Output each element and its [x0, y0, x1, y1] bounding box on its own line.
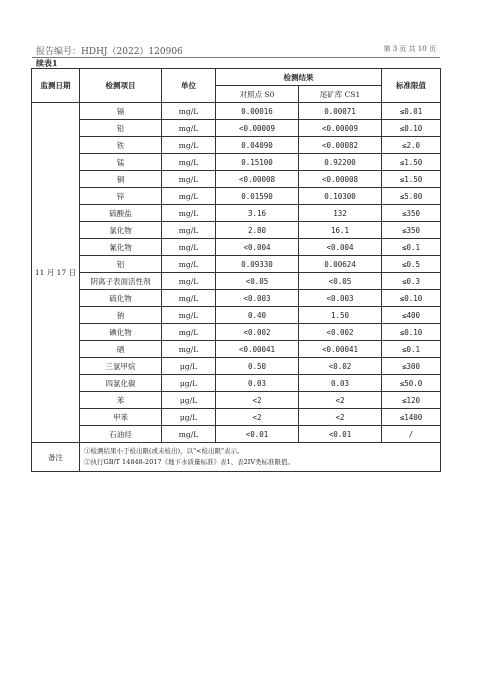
- unit-cell: μg/L: [162, 358, 216, 375]
- header-limit: 标准限值: [382, 69, 441, 103]
- cs1-cell: <0.01: [299, 426, 382, 443]
- item-cell: 铝: [80, 256, 162, 273]
- table-row: [32, 188, 441, 205]
- table-row: [32, 426, 441, 443]
- s0-cell: <0.002: [216, 324, 299, 341]
- cs1-cell: 16.1: [299, 222, 382, 239]
- cs1-cell: <0.05: [299, 273, 382, 290]
- table-row: [32, 324, 441, 341]
- date-cell: 11 月 17 日: [32, 103, 80, 443]
- limit-cell: ≤0.3: [382, 273, 441, 290]
- unit-cell: mg/L: [162, 154, 216, 171]
- unit-cell: mg/L: [162, 120, 216, 137]
- unit-cell: mg/L: [162, 256, 216, 273]
- remarks-label: 备注: [32, 443, 80, 472]
- s0-cell: <2: [216, 409, 299, 426]
- item-cell: 硫酸盐: [80, 205, 162, 222]
- cs1-cell: <0.02: [299, 358, 382, 375]
- limit-cell: ≤0.10: [382, 290, 441, 307]
- item-cell: 硫化物: [80, 290, 162, 307]
- limit-cell: ≤50.0: [382, 375, 441, 392]
- remark-line: ②执行GB/T 14848-2017《地下水质量标准》表1、表2IV类标准限值。: [84, 458, 295, 466]
- cs1-cell: <0.00082: [299, 137, 382, 154]
- s0-cell: 0.09330: [216, 256, 299, 273]
- cs1-cell: <0.004: [299, 239, 382, 256]
- s0-cell: 0.01590: [216, 188, 299, 205]
- unit-cell: mg/L: [162, 171, 216, 188]
- unit-cell: mg/L: [162, 290, 216, 307]
- s0-cell: 0.15100: [216, 154, 299, 171]
- limit-cell: ≤120: [382, 392, 441, 409]
- header-cs1: 尾矿库 CS1: [299, 86, 382, 103]
- header-unit: 单位: [162, 69, 216, 103]
- s0-cell: <0.00008: [216, 171, 299, 188]
- limit-cell: ≤0.10: [382, 120, 441, 137]
- remark-line: ①检测结果小于检出限(或未检出)，以"<检出限"表示。: [84, 447, 244, 455]
- remarks-text: [80, 443, 441, 472]
- continuation-label: 续表1: [36, 58, 58, 68]
- unit-cell: mg/L: [162, 324, 216, 341]
- unit-cell: μg/L: [162, 392, 216, 409]
- limit-cell: ≤2.0: [382, 137, 441, 154]
- unit-cell: mg/L: [162, 205, 216, 222]
- header-date: 监测日期: [32, 69, 80, 103]
- limit-cell: ≤1.50: [382, 154, 441, 171]
- table-row: [32, 120, 441, 137]
- table-row: [32, 103, 441, 120]
- table-row: [32, 273, 441, 290]
- table-row: [32, 358, 441, 375]
- limit-cell: ≤5.00: [382, 188, 441, 205]
- s0-cell: <0.004: [216, 239, 299, 256]
- table-row: [32, 375, 441, 392]
- unit-cell: mg/L: [162, 222, 216, 239]
- table-row: [32, 154, 441, 171]
- s0-cell: <0.003: [216, 290, 299, 307]
- limit-cell: ≤1400: [382, 409, 441, 426]
- header-rule: [32, 57, 440, 58]
- page-info: 第 3 页 共 10 页: [383, 45, 436, 53]
- item-cell: 锌: [80, 188, 162, 205]
- header-item: 检测项目: [80, 69, 162, 103]
- cs1-cell: <0.00008: [299, 171, 382, 188]
- table-row: [32, 307, 441, 324]
- table-row: [32, 256, 441, 273]
- item-cell: 铜: [80, 171, 162, 188]
- limit-cell: ≤0.01: [382, 103, 441, 120]
- s0-cell: <0.05: [216, 273, 299, 290]
- item-cell: 铁: [80, 137, 162, 154]
- s0-cell: 0.00016: [216, 103, 299, 120]
- cs1-cell: 0.00624: [299, 256, 382, 273]
- table-row: [32, 392, 441, 409]
- s0-cell: 3.16: [216, 205, 299, 222]
- item-cell: 铅: [80, 120, 162, 137]
- table-row: [32, 171, 441, 188]
- report-number: 报告编号：HDHJ（2022）120906: [36, 47, 183, 57]
- item-cell: 甲苯: [80, 409, 162, 426]
- s0-cell: <0.00041: [216, 341, 299, 358]
- unit-cell: mg/L: [162, 307, 216, 324]
- item-cell: 石油烃: [80, 426, 162, 443]
- limit-cell: ≤0.5: [382, 256, 441, 273]
- limit-cell: /: [382, 426, 441, 443]
- item-cell: 氯化物: [80, 222, 162, 239]
- cs1-cell: 0.00071: [299, 103, 382, 120]
- limit-cell: ≤350: [382, 222, 441, 239]
- cs1-cell: 0.10300: [299, 188, 382, 205]
- results-table: [31, 68, 441, 472]
- table-row: [32, 222, 441, 239]
- cs1-cell: 132: [299, 205, 382, 222]
- item-cell: 硒: [80, 341, 162, 358]
- table-row: [32, 341, 441, 358]
- limit-cell: ≤400: [382, 307, 441, 324]
- cs1-cell: <0.003: [299, 290, 382, 307]
- unit-cell: μg/L: [162, 375, 216, 392]
- unit-cell: mg/L: [162, 341, 216, 358]
- item-cell: 镉: [80, 103, 162, 120]
- table-row: [32, 290, 441, 307]
- header-results: 检测结果: [216, 69, 382, 86]
- cs1-cell: 0.92200: [299, 154, 382, 171]
- item-cell: 苯: [80, 392, 162, 409]
- limit-cell: ≤300: [382, 358, 441, 375]
- item-cell: 氰化物: [80, 239, 162, 256]
- item-cell: 钠: [80, 307, 162, 324]
- unit-cell: mg/L: [162, 239, 216, 256]
- s0-cell: 0.40: [216, 307, 299, 324]
- limit-cell: ≤1.50: [382, 171, 441, 188]
- cs1-cell: 1.50: [299, 307, 382, 324]
- s0-cell: <0.00009: [216, 120, 299, 137]
- unit-cell: μg/L: [162, 409, 216, 426]
- item-cell: 锰: [80, 154, 162, 171]
- s0-cell: <0.01: [216, 426, 299, 443]
- cs1-cell: 0.03: [299, 375, 382, 392]
- unit-cell: mg/L: [162, 188, 216, 205]
- cs1-cell: <2: [299, 392, 382, 409]
- unit-cell: mg/L: [162, 137, 216, 154]
- item-cell: 三氯甲烷: [80, 358, 162, 375]
- remarks-row: [32, 443, 441, 472]
- s0-cell: 0.04090: [216, 137, 299, 154]
- table-row: [32, 409, 441, 426]
- header-s0: 对照点 S0: [216, 86, 299, 103]
- page-header: [36, 44, 436, 58]
- unit-cell: mg/L: [162, 103, 216, 120]
- table-row: [32, 239, 441, 256]
- item-cell: 碘化物: [80, 324, 162, 341]
- item-cell: 四氯化碳: [80, 375, 162, 392]
- item-cell: 阴离子表面活性剂: [80, 273, 162, 290]
- s0-cell: 0.50: [216, 358, 299, 375]
- cs1-cell: <0.002: [299, 324, 382, 341]
- limit-cell: ≤0.10: [382, 324, 441, 341]
- s0-cell: 2.80: [216, 222, 299, 239]
- cs1-cell: <0.00041: [299, 341, 382, 358]
- limit-cell: ≤0.1: [382, 239, 441, 256]
- table-row: [32, 205, 441, 222]
- cs1-cell: <2: [299, 409, 382, 426]
- s0-cell: <2: [216, 392, 299, 409]
- limit-cell: ≤0.1: [382, 341, 441, 358]
- s0-cell: 0.03: [216, 375, 299, 392]
- limit-cell: ≤350: [382, 205, 441, 222]
- unit-cell: mg/L: [162, 426, 216, 443]
- unit-cell: mg/L: [162, 273, 216, 290]
- table-row: [32, 137, 441, 154]
- cs1-cell: <0.00009: [299, 120, 382, 137]
